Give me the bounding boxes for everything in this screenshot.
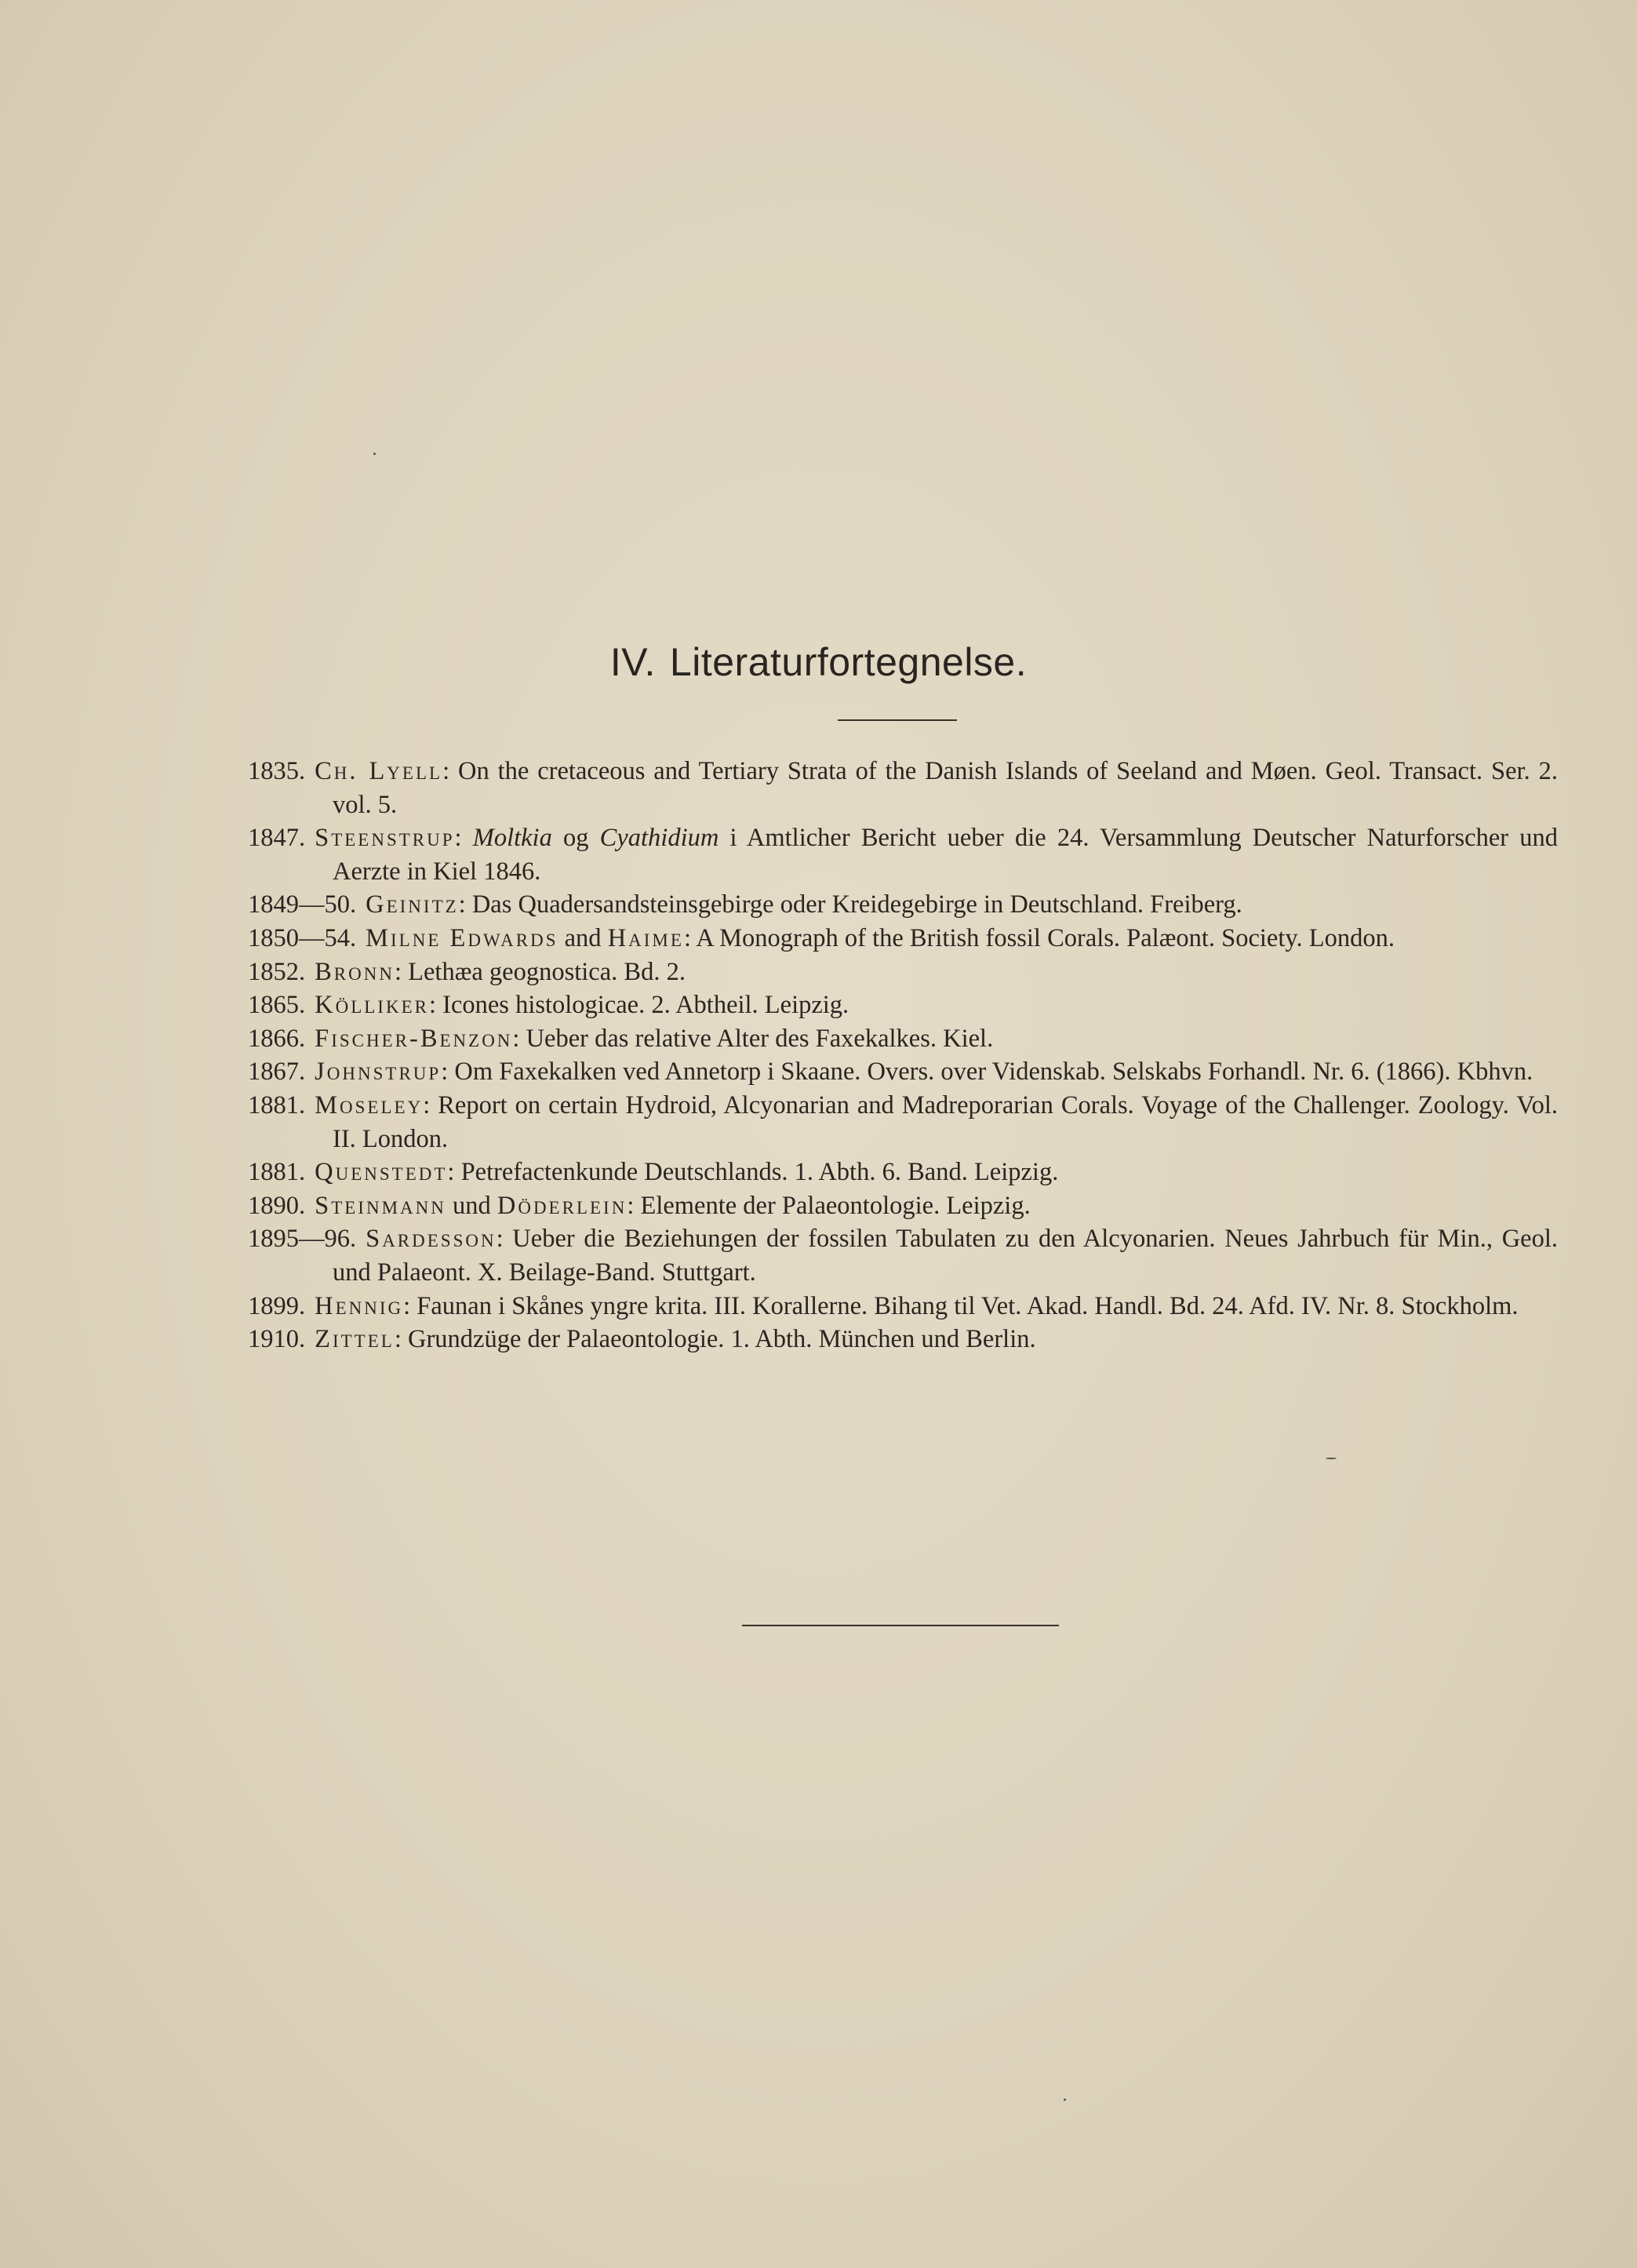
bibliography-list xyxy=(248,755,1558,1356)
bibliography-entry xyxy=(248,1222,1558,1289)
entry-year: 1849—50. xyxy=(248,890,357,919)
paper-speck xyxy=(1064,2099,1066,2101)
bibliography-entry xyxy=(248,1089,1558,1156)
entry-year: 1881. xyxy=(248,1090,306,1119)
entry-author: Fischer-Benzon xyxy=(315,1024,513,1053)
entry-year: 1850—54. xyxy=(248,923,357,952)
entry-year: 1910. xyxy=(248,1325,306,1354)
entry-author: Döderlein xyxy=(497,1191,628,1220)
heading-divider xyxy=(838,719,957,721)
entry-text: : Om Faxekalken ved Annetorp i Skaane. Overs. over Videnskab. Selskabs Forhandl. Nr. 6. (1866). Kbhvn. xyxy=(441,1058,1533,1087)
entry-text: : Elemente der Palaeontologie. Leipzig. xyxy=(627,1191,1031,1220)
bibliography-entry xyxy=(248,1022,1558,1056)
entry-author: Kölliker xyxy=(315,991,429,1020)
entry-text: : Ueber die Beziehungen der fossilen Tabulaten zu den Alcyonarien. Neues Jahrbuch für Min., Geol. und Palaeont. X. Beilage-Band. Stuttgart. xyxy=(333,1225,1558,1287)
entry-text: og xyxy=(551,824,600,853)
entry-author: Steenstrup xyxy=(315,824,455,853)
entry-text: : Ueber das relative Alter des Faxekalkes. Kiel. xyxy=(512,1024,994,1053)
entry-year: 1852. xyxy=(248,957,306,986)
entry-text: i Amtlicher Bericht ueber die 24. Versammlung Deutscher Naturforscher und Aerzte in Kiel 1846. xyxy=(333,824,1559,886)
bibliography-entry xyxy=(248,1055,1558,1089)
entry-author: Milne Edwards xyxy=(366,923,558,952)
bibliography-entry xyxy=(248,988,1558,1022)
entry-text: : Grundzüge der Palaeontologie. 1. Abth. München und Berlin. xyxy=(394,1325,1036,1354)
entry-text: : Faunan i Skånes yngre krita. III. Korallerne. Bihang til Vet. Akad. Handl. Bd. 24. Afd. IV. Nr. 8. Stockholm. xyxy=(403,1291,1519,1320)
entry-text: : Lethæa geognostica. Bd. 2. xyxy=(394,957,686,986)
entry-year: 1899. xyxy=(248,1291,306,1320)
bibliography-entry xyxy=(248,1189,1558,1223)
bibliography-entry xyxy=(248,1323,1558,1356)
entry-author: Geinitz xyxy=(366,890,459,919)
entry-text: : A Monograph of the British fossil Corals. Palæont. Society. London. xyxy=(683,923,1395,952)
entry-text: und xyxy=(446,1191,497,1220)
entry-author: Moseley xyxy=(315,1090,424,1119)
bibliography-entry xyxy=(248,821,1558,888)
bibliography-entry xyxy=(248,1290,1558,1323)
entry-author: Zittel xyxy=(315,1325,395,1354)
entry-year: 1866. xyxy=(248,1024,306,1053)
entry-genus-name: Cyathidium xyxy=(599,824,719,853)
entry-year: 1895—96. xyxy=(248,1225,357,1254)
entry-author: Sardesson xyxy=(366,1225,497,1254)
bibliography-entry xyxy=(248,1156,1558,1189)
paper-speck xyxy=(1326,1458,1337,1459)
bibliography-entry xyxy=(248,888,1558,922)
section-title: Literaturfortegnelse. xyxy=(669,640,1028,684)
entry-text: : Report on certain Hydroid, Alcyonarian and Madreporarian Corals. Voyage of the Challenger. Zoology. Vol. II. London. xyxy=(333,1090,1558,1153)
bibliography-entry xyxy=(248,922,1558,956)
bibliography-entry xyxy=(248,956,1558,989)
bibliography-entry xyxy=(248,755,1558,821)
entry-text: : On the cretaceous and Tertiary Strata of the Danish Islands of Seeland and Møen. Geol. Transact. Ser. 2. vol. 5. xyxy=(333,757,1558,819)
entry-text: : Icones histologicae. 2. Abtheil. Leipzig. xyxy=(428,991,849,1020)
entry-year: 1881. xyxy=(248,1158,306,1187)
entry-author: Bronn xyxy=(315,957,395,986)
entry-author: Quenstedt xyxy=(315,1158,448,1187)
entry-author: Hennig xyxy=(315,1291,404,1320)
entry-year: 1847. xyxy=(248,824,306,853)
entry-text: and xyxy=(558,923,608,952)
entry-genus-name: Moltkia xyxy=(472,824,552,853)
entry-author: Steinmann xyxy=(315,1191,446,1220)
entry-text: : xyxy=(454,824,473,853)
entry-author: Johnstrup xyxy=(315,1058,442,1087)
end-divider xyxy=(742,1625,1059,1626)
entry-text: : Petrefactenkunde Deutschlands. 1. Abth. 6. Band. Leipzig. xyxy=(447,1158,1059,1187)
entry-year: 1867. xyxy=(248,1058,306,1087)
entry-year: 1865. xyxy=(248,991,306,1020)
entry-author: Ch. Lyell xyxy=(315,757,443,785)
paper-speck xyxy=(373,453,376,455)
entry-year: 1890. xyxy=(248,1191,306,1220)
section-number: IV. xyxy=(609,640,656,684)
section-heading xyxy=(0,639,1637,685)
entry-text: : Das Quadersandsteinsgebirge oder Kreidegebirge in Deutschland. Freiberg. xyxy=(458,890,1242,919)
entry-author: Haime xyxy=(607,923,684,952)
entry-year: 1835. xyxy=(248,757,306,785)
